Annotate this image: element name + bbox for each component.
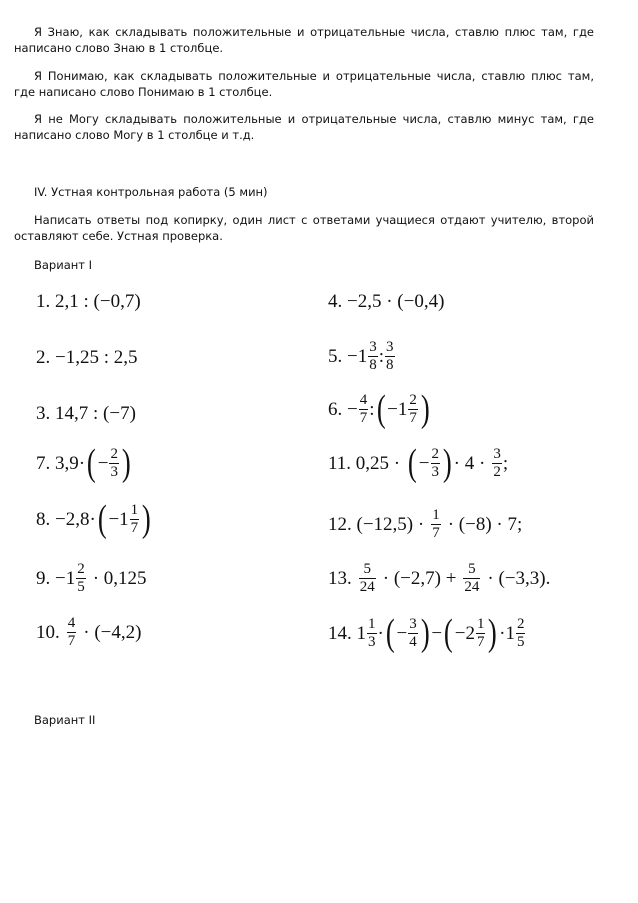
fraction: $\frac{3}{8}$: [369, 339, 377, 373]
fraction: $\frac{4}{7}$: [359, 391, 368, 426]
exercise-4: 4. −2,5 · (−0,4): [328, 291, 445, 312]
section-title: IV. Устная контрольная работа (5 мин): [34, 185, 268, 199]
variant-2-label: Вариант II: [34, 713, 96, 727]
exercise-3: 3. 14,7 : (−7): [36, 403, 136, 424]
fraction: $\frac{2}{7}$: [409, 391, 417, 426]
fraction: $\frac{3}{2}$: [493, 445, 501, 480]
fraction: $\frac{2}{3}$: [110, 445, 118, 480]
exercise-11: 11. 0,25 · ( − $\frac{2}{3}$ ) · 4 · $\frac{3}{2}$ ;: [328, 442, 509, 484]
paragraph-know: Я Знаю, как складывать положительные и отрицательные числа, ставлю плюс там, где написано слово Знаю в 1 столбце.: [14, 25, 594, 55]
paragraph-understand: Я Понимаю, как складывать положительные и отрицательные числа, ставлю плюс там, где написано слово Понимаю в 1 столбце.: [14, 69, 594, 99]
fraction: $\frac{2}{5}$: [77, 561, 85, 595]
fraction: $\frac{1}{7}$: [432, 507, 440, 541]
fraction: $\frac{2}{3}$: [431, 445, 439, 480]
exercise-12: 12. (−12,5) · $\frac{1}{7}$ · (−8) · 7;: [328, 507, 523, 541]
exercise-9: 9. −1 $\frac{2}{5}$ · 0,125: [36, 561, 147, 595]
fraction: $\frac{1}{3}$: [368, 615, 376, 650]
fraction: $\frac{3}{8}$: [386, 339, 394, 373]
exercise-5: 5. −1 $\frac{3}{8}$ : $\frac{3}{8}$: [328, 339, 394, 373]
fraction: $\frac{3}{4}$: [409, 615, 417, 650]
exercise-13: 13. $\frac{5}{24}$ · (−2,7) + $\frac{5}{24}$ · (−3,3).: [328, 561, 551, 595]
fraction: $\frac{4}{7}$: [67, 615, 76, 649]
exercise-2: 2. −1,25 : 2,5: [36, 347, 138, 368]
fraction: $\frac{1}{7}$: [476, 615, 485, 650]
fraction: $\frac{5}{24}$: [359, 561, 375, 595]
paragraph-cannot: Я не Могу складывать положительные и отрицательные числа, ставлю минус там, где написано слово Могу в 1 столбце и т.д.: [14, 112, 594, 142]
variant-1-label: Вариант I: [34, 258, 93, 272]
fraction: $\frac{1}{7}$: [130, 501, 139, 536]
exercise-1: 1. 2,1 : (−0,7): [36, 291, 141, 312]
fraction: $\frac{2}{5}$: [516, 615, 525, 650]
exercise-14: 14. 1 $\frac{1}{3}$ · ( − $\frac{3}{4}$ ) − ( − 2 $\frac{1}{7}$ ) · 1 $\frac{2}{5}$: [328, 612, 525, 654]
exercise-6: 6. − $\frac{4}{7}$ : ( − 1 $\frac{2}{7}$ ): [328, 388, 430, 430]
exercise-7: 7. 3,9· ( − $\frac{2}{3}$ ): [36, 442, 131, 484]
exercise-8: 8. −2,8· ( − 1 $\frac{1}{7}$ ): [36, 498, 151, 540]
instruction-text: Написать ответы под копирку, один лист с ответами учащиеся отдают учителю, второй оставляют себе. Устная проверка.: [14, 213, 594, 243]
fraction: $\frac{5}{24}$: [464, 561, 480, 595]
exercise-10: 10. $\frac{4}{7}$ · (−4,2): [36, 615, 142, 649]
